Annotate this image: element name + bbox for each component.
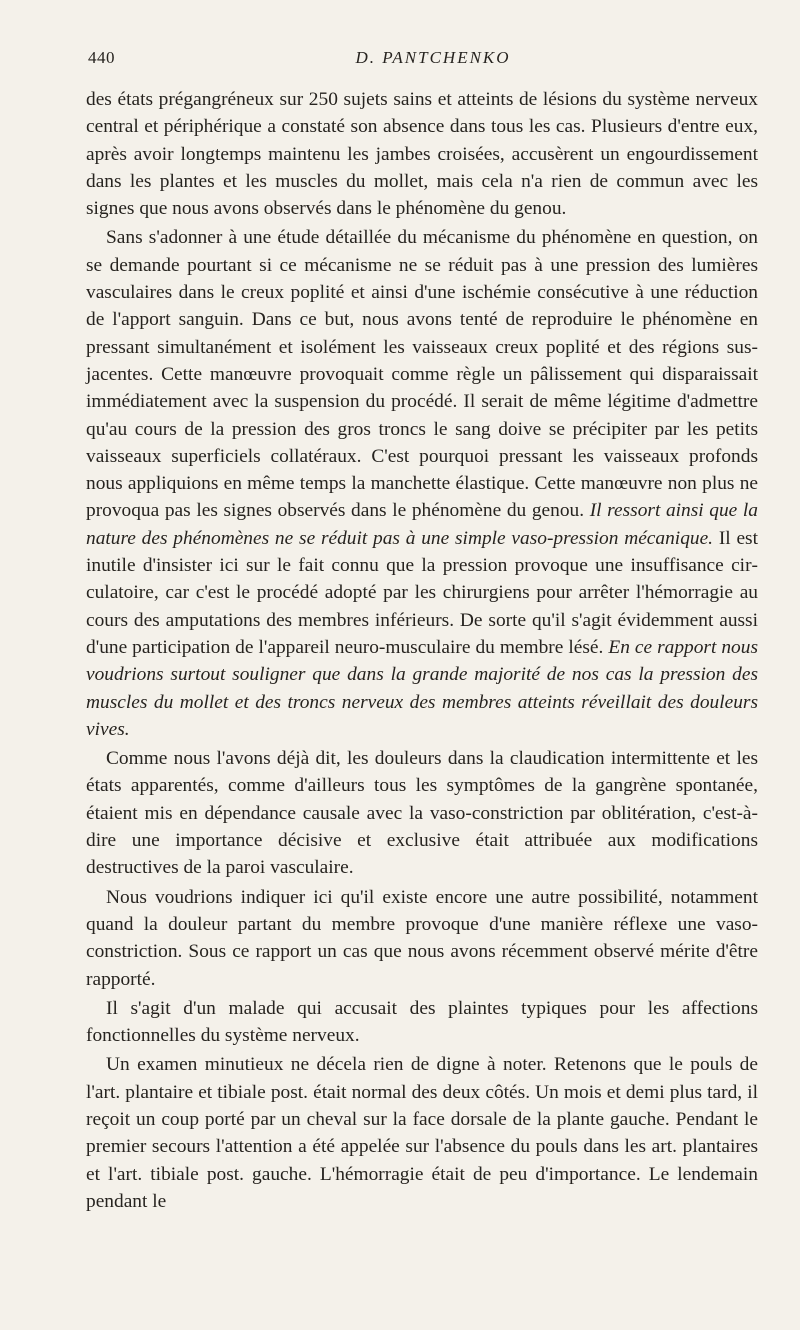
paragraph	[86, 995, 758, 1050]
text-segment: Sans s'adonner à une étude détaillée du mécanisme du phénomène en question, on se demande pourtant si ce mécanisme ne se réduit pas à une pression des lumières vasculaires dans le creux poplité et ainsi d'une ischémie consécutive à une réduction de l'apport sanguin. Dans ce but, nous avons tenté de reproduire le phénomène en pressant simultanément et isolément les vaisseaux creux poplité et des régions sus-jacentes. Cette manœuvre provoquait comme règle un pâlissement qui disparaissait immédiatement avec la suspension du procédé. Il serait de même légitime d'admettre qu'au cours de la pression des gros troncs le sang doive se précipiter par les petits vaisseaux superficiels collatéraux. C'est pourquoi pressant les vaisseaux profonds nous appliquions en même temps la manchette élastique. Cette manœuvre non plus ne provoqua pas les signes observés dans le phénomène du genou.	[86, 227, 758, 522]
text-segment: Comme nous l'avons déjà dit, les douleurs dans la claudication intermittente et les états apparentés, comme d'ailleurs tous les symptômes de la gangrène spontanée, étaient mis en dépendance causale avec la vaso-constriction par oblitération, c'est-à-dire une importance décisive et exclusive était attribuée aux modifications destructives de la paroi vasculaire.	[86, 748, 758, 879]
paragraph	[86, 745, 758, 881]
text-segment: Nous voudrions indiquer ici qu'il existe encore une autre possibilité, notamment quand la douleur partant du membre provoque d'une manière réflexe une vaso-constriction. Sous ce rapport un cas que nous avons récemment observé mérite d'être rapporté.	[86, 886, 758, 990]
text-segment: Un examen minutieux ne décela rien de digne à noter. Retenons que le pouls de l'art. plantaire et tibiale post. était normal des deux côtés. Un mois et demi plus tard, il reçoit un coup porté par un cheval sur la face dorsale de la plante gauche. Pendant le premier secours l'attention a été appelée sur l'absence du pouls dans les art. plantaires et l'art. tibiale post. gauche. L'hémorragie était de peu d'importance. Le lendemain pendant le	[86, 1054, 758, 1212]
page-number: 440	[88, 48, 115, 67]
paragraph	[86, 224, 758, 743]
paragraph	[86, 884, 758, 993]
italic-text-segment: Il ressort ainsi que la nature des phénomènes ne se réduit pas à une simple vaso-pression mécanique.	[86, 500, 758, 549]
running-head: D. PANTCHENKO	[355, 48, 511, 67]
body-text	[86, 86, 758, 1215]
paragraph	[86, 86, 758, 222]
italic-text-segment: En ce rapport nous voudrions surtout souligner que dans la grande majorité de nos cas la pression des muscles du mollet et des troncs nerveux des membres atteints réveillait des douleurs vives.	[86, 636, 758, 740]
paragraph	[86, 1051, 758, 1215]
text-segment: Il est inutile d'insister ici sur le fait connu que la pression provoque une insuffisance circulatoire, car c'est le procédé adopté par les chirurgiens pour arrêter l'hémorragie au cours des amputations des membres inférieurs. De sorte qu'il s'agit évidemment aussi d'une participation de l'appareil neuro-musculaire du membre lésé.	[86, 527, 758, 658]
text-segment: des états prégangréneux sur 250 sujets sains et atteints de lésions du système nerveux central et périphérique a constaté son absence dans tous les cas. Plusieurs d'entre eux, après avoir longtemps maintenu les jambes croisées, accusèrent un engourdissement dans les plantes et les muscles du mollet, mais cela n'a rien de commun avec les signes que nous avons observés dans le phénomène du genou.	[86, 89, 758, 220]
text-segment: Il s'agit d'un malade qui accusait des plaintes typiques pour les affections fonctionnelles du système nerveux.	[86, 997, 758, 1047]
page-header	[88, 48, 778, 72]
